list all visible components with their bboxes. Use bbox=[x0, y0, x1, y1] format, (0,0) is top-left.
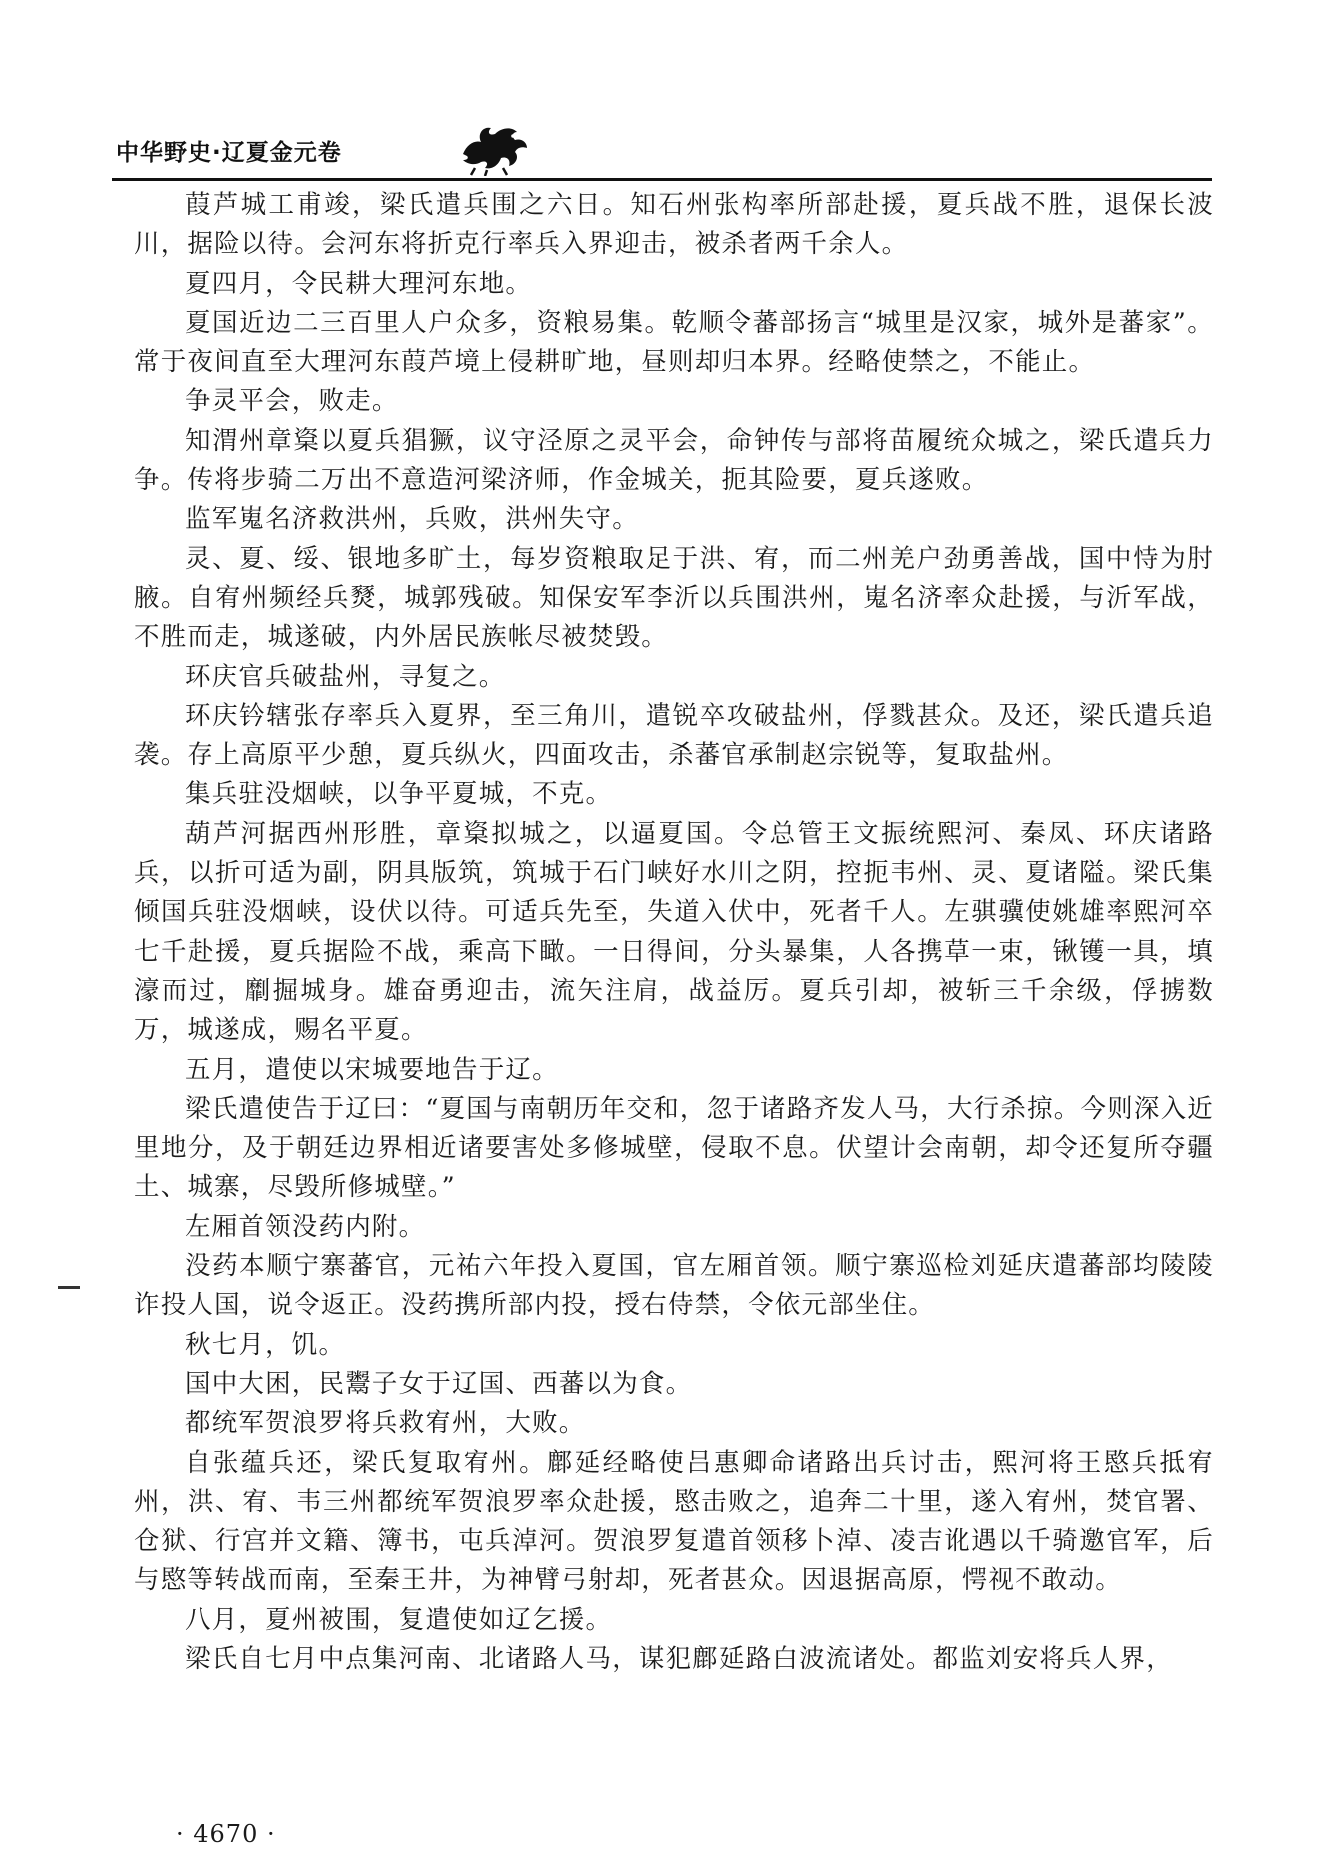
entry-heading: 都统军贺浪罗将兵救宥州，大败。 bbox=[185, 1408, 586, 1439]
paragraph: 环庆钤辖张存率兵入夏界，至三角川，遣锐卒攻破盐州，俘戮甚众。及还，梁氏遣兵追袭。存上高原平少憩，夏兵纵火，四面攻击，杀蕃官承制赵宗锐等，复取盐州。 bbox=[134, 700, 1214, 771]
main-text bbox=[134, 186, 1214, 1679]
entry-heading: 监军嵬名济救洪州，兵败，洪州失守。 bbox=[185, 504, 639, 535]
entry-heading: 争灵平会，败走。 bbox=[185, 386, 399, 417]
paragraph: 夏国近边二三百里人户众多，资粮易集。乾顺令蕃部扬言“城里是汉家，城外是蕃家”。常于夜间直至大理河东葭芦境上侵耕旷地，昼则却归本界。经略使禁之，不能止。 bbox=[134, 307, 1214, 378]
entry-heading: 环庆官兵破盐州，寻复之。 bbox=[185, 661, 506, 692]
entry-heading: 左厢首领没药内附。 bbox=[185, 1211, 426, 1242]
paragraph: 灵、夏、绥、银地多旷土，每岁资粮取足于洪、宥，而二州羌户劲勇善战，国中恃为肘腋。自宥州频经兵燹，城郭残破。知保安军李沂以兵围洪州，嵬名济率众赴援，与沂军战，不胜而走，城遂破，内外居民族帐尽被焚毁。 bbox=[134, 543, 1214, 653]
entry-heading: 五月，遣使以宋城要地告于辽。 bbox=[185, 1054, 559, 1085]
paragraph: 没药本顺宁寨蕃官，元祐六年投入夏国，官左厢首领。顺宁寨巡检刘延庆遣蕃部均陵陵诈投人国，说令返正。没药携所部内投，授右侍禁，令依元部坐住。 bbox=[134, 1251, 1214, 1321]
entry-heading: 集兵驻没烟峡，以争平夏城，不克。 bbox=[185, 779, 613, 810]
paragraph: 自张蕴兵还，梁氏复取宥州。鄜延经略使吕惠卿命诸路出兵讨击，熙河将王愍兵抵宥州，洪、宥、韦三州都统军贺浪罗率众赴援，愍击败之，追奔二十里，遂入宥州，焚官署、仓狱、行宫并文籍、簿书，屯兵淖河。贺浪罗复遣首领移卜淖、凌吉讹遇以千骑邀官军，后与愍等转战而南，至秦王井，为神臂弓射却，死者甚众。因退据高原，愕视不敢动。 bbox=[134, 1447, 1214, 1596]
entry-heading: 八月，夏州被围，复遣使如辽乞援。 bbox=[185, 1604, 613, 1635]
paragraph: 葭芦城工甫竣，梁氏遣兵围之六日。知石州张构率所部赴援，夏兵战不胜，退保长波川，据险以待。会河东将折克行率兵入界迎击，被杀者两千余人。 bbox=[134, 190, 1214, 260]
running-title: 中华野史·辽夏金元卷 bbox=[116, 140, 342, 166]
paragraph: 梁氏自七月中点集河南、北诸路人马，谋犯鄜延路白波流诸处。都监刘安将兵人界， bbox=[185, 1643, 1173, 1674]
paragraph: 知渭州章楶以夏兵猖獗，议守泾原之灵平会，命钟传与部将苗履统众城之，梁氏遣兵力争。传将步骑二万出不意造河梁济师，作金城关，扼其险要，夏兵遂败。 bbox=[134, 425, 1214, 496]
header-rule bbox=[112, 178, 1212, 181]
page-header bbox=[112, 120, 1212, 180]
paragraph: 梁氏遣使告于辽曰：“夏国与南朝历年交和，忽于诸路齐发人马，大行杀掠。今则深入近里地分，及于朝廷边界相近诸要害处多修城壁，侵取不息。伏望计会南朝，却令还复所夺疆土、城寨，尽毁所修城壁。” bbox=[134, 1093, 1214, 1203]
scan-mark bbox=[58, 1286, 80, 1289]
dragon-emblem-icon bbox=[457, 120, 533, 176]
paragraph: 葫芦河据西州形胜，章楶拟城之，以逼夏国。令总管王文振统熙河、秦凤、环庆诸路兵，以折可适为副，阴具版筑，筑城于石门峡好水川之阴，控扼韦州、灵、夏诸隘。梁氏集倾国兵驻没烟峡，设伏以待。可适兵先至，失道入伏中，死者千人。左骐骥使姚雄率熙河卒七千赴援，夏兵据险不战，乘高下瞰。一日得间，分头暴集，人各携草一束，锹镬一具，填濠而过，劘掘城身。雄奋勇迎击，流矢注肩，战益厉。夏兵引却，被斩三千余级，俘掳数万，城遂成，赐名平夏。 bbox=[134, 818, 1214, 1046]
entry-heading: 夏四月，令民耕大理河东地。 bbox=[185, 268, 533, 299]
entry-heading: 秋七月，饥。 bbox=[185, 1329, 346, 1360]
page-number: · 4670 · bbox=[176, 1820, 276, 1848]
entry-heading: 国中大困，民鬻子女于辽国、西蕃以为食。 bbox=[185, 1368, 693, 1399]
